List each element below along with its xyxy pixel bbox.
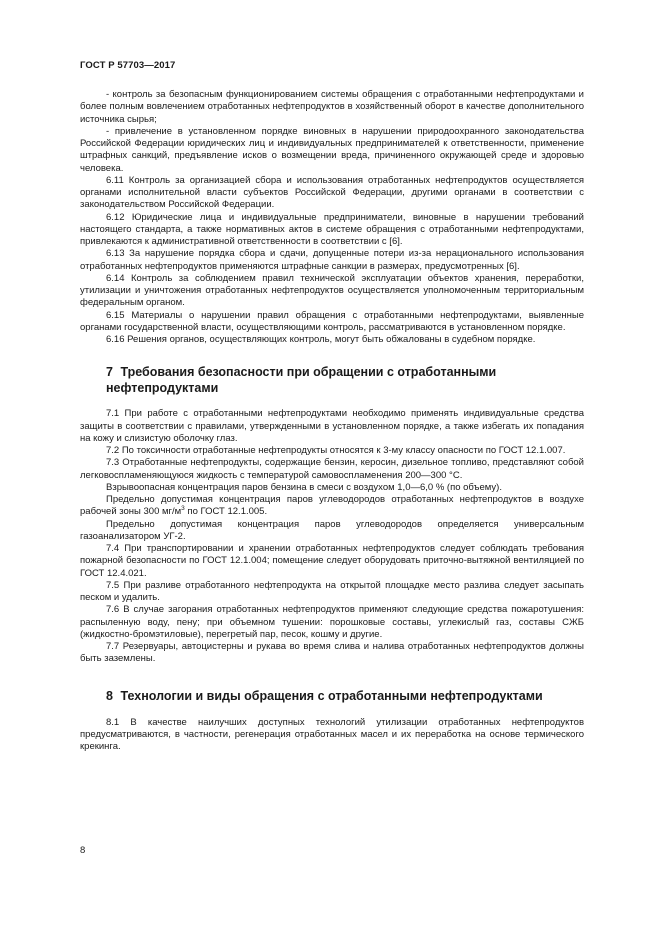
section-8-number: 8 [106, 688, 113, 703]
clause-6-16: 6.16 Решения органов, осуществляющих контроль, могут быть обжалованы в судебном порядке. [106, 334, 536, 345]
intro-item-2: - привлечение в установленном порядке виновных в нарушении природоохранного законодательства Российской Федерации юридических лиц и индивидуальных предпринимателей к ответственности, применение штрафных санкций, предъявление исков о возмещении вреда, причиненного окружающей среде и здоровью человека. [80, 125, 584, 174]
section-8-title: Технологии и виды обращения с отработанными нефтепродуктами [120, 688, 543, 703]
clause-7-3-mpc: Предельно допустимая концентрация паров углеводородов отработанных нефтепродуктов в воздухе рабочей зоны 300 $мг/м^3$ по ГОСТ 12.1.005. [80, 494, 584, 518]
clause-7-3-explosive: Взрывоопасная концентрация паров бензина в смеси с воздухом 1,0—6,0 % (по объему). [106, 481, 502, 493]
section-8-heading [80, 688, 584, 704]
intro-item-1: - контроль за безопасным функционированием системы обращения с отработанными нефтепродуктами и более полным вовлечением отработанных нефтепродуктов в хозяйственный оборот в качестве дополнительного источника сырья; [80, 89, 584, 125]
clause-6-13: 6.13 За нарушение порядка сбора и сдачи, допущенные потери из-за нерационального использования отработанных нефтепродуктов применяются штрафные санкции в размерах, предусмотренных [6]. [80, 248, 584, 272]
section-7-title-line1: Требования безопасности при обращении с отработанными [120, 365, 497, 380]
section-7-heading [80, 364, 584, 396]
clause-7-5: 7.5 При разливе отработанного нефтепродукта на открытой площадке место разлива следует засыпать песком и удалить. [80, 579, 584, 603]
document-header: ГОСТ Р 57703—2017 [80, 60, 176, 71]
clause-7-1: 7.1 При работе с отработанными нефтепродуктами необходимо применять индивидуальные средства защиты в соответствии с правилами, утвержденными в установленном порядке, а также избегать их попадания на кожу и слизистую оболочку глаз. [80, 408, 584, 444]
clause-7-2: 7.2 По токсичности отработанные нефтепродукты относятся к 3-му классу опасности по ГОСТ 12.1.007. [106, 445, 566, 456]
clause-7-7: 7.7 Резервуары, автоцистерны и рукава во время слива и налива отработанных нефтепродуктов должны быть заземлены. [80, 641, 584, 665]
section-7-number: 7 [106, 365, 113, 380]
clause-7-4: 7.4 При транспортировании и хранении отработанных нефтепродуктов следует соблюдать требования пожарной безопасности по ГОСТ 12.1.004; помещение следует оборудовать приточно-вытяжной вентиляцией по ГОСТ 12.4.021. [80, 543, 584, 579]
clause-6-11: 6.11 Контроль за организацией сбора и использования отработанных нефтепродуктов осуществляется органами исполнительной власти субъектов Российской Федерации, другими органами в соответствии с законодательством Российской Федерации. [80, 174, 584, 211]
clause-7-3: 7.3 Отработанные нефтепродукты, содержащие бензин, керосин, дизельное топливо, представляют собой легковоспламеняющуюся жидкость с температурой самовоспламенения 200—300 °С. [80, 457, 584, 481]
clause-6-14: 6.14 Контроль за соблюдением правил технической эксплуатации объектов хранения, переработки, утилизации и уничтожения отработанных нефтепродуктов осуществляется уполномоченным территориальным федеральным органом. [80, 272, 584, 309]
clause-7-6: 7.6 В случае загорания отработанных нефтепродуктов применяют следующие средства пожаротушения: распыленную воду, пену; при объемном тушении: порошковые составы, углекислый газ, составы СЖБ (жидкостно-бромэтиловые), перегретый пар, песок, кошму и другие. [80, 604, 584, 640]
clause-6-12: 6.12 Юридические лица и индивидуальные предприниматели, виновные в нарушении требований настоящего стандарта, а также нормативных актов в системе обращения с отработанными нефтепродуктами, привлекаются к административной ответственности в соответствии с [6]. [80, 211, 584, 247]
clause-6-15: 6.15 Материалы о нарушении правил обращения с отработанными нефтепродуктами, выявленные органами государственной власти, осуществляющими контроль, рассматриваются в установленном порядке. [80, 309, 584, 333]
document-body [80, 89, 584, 753]
page-number: 8 [80, 845, 86, 856]
clause-7-3-analyzer: Предельно допустимая концентрация паров углеводородов определяется универсальным газоанализатором УГ-2. [80, 518, 584, 542]
clause-8-1: 8.1 В качестве наилучших доступных технологий утилизации отработанных нефтепродуктов предусматриваются, в частности, регенерация отработанных масел и их переработка на основе термического крекинга. [80, 716, 584, 752]
section-7-title-line2: нефтепродуктами [106, 381, 219, 396]
